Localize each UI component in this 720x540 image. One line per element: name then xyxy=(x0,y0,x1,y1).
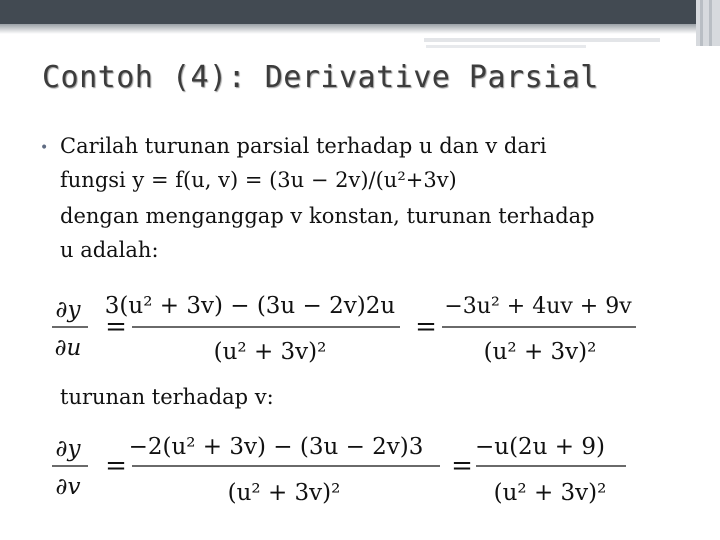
equals-sign: = xyxy=(105,312,127,342)
body-line: Carilah turunan parsial terhadap u dan v dari xyxy=(60,134,547,158)
middle-denominator: (u² + 3v)² xyxy=(227,480,341,506)
middle-numerator: 3(u² + 3v) − (3u − 2v)2u xyxy=(104,293,396,319)
middle-numerator: −2(u² + 3v) − (3u − 2v)3 xyxy=(128,434,424,460)
right-numerator: −u(2u + 9) xyxy=(474,434,606,460)
middle-denominator: (u² + 3v)² xyxy=(213,339,327,365)
equals-sign: = xyxy=(415,312,437,342)
lhs-numerator: ∂y xyxy=(55,436,81,462)
right-denominator: (u² + 3v)² xyxy=(483,339,597,365)
decorative-line xyxy=(424,38,660,42)
lhs-denominator: ∂u xyxy=(54,335,82,361)
right-denominator: (u² + 3v)² xyxy=(493,480,607,506)
body-line: dengan menganggap v konstan, turunan terhadap xyxy=(60,204,595,228)
corner-stripe xyxy=(700,0,703,46)
equation-derivative-u xyxy=(40,285,680,385)
right-numerator: −3u² + 4uv + 9v xyxy=(444,294,632,319)
body-line: u adalah: xyxy=(60,238,159,262)
bullet-icon: • xyxy=(40,140,49,156)
lhs-denominator: ∂v xyxy=(55,474,81,500)
equation-derivative-v xyxy=(40,428,680,528)
equals-sign: = xyxy=(105,451,127,481)
decorative-line xyxy=(426,45,586,48)
slide-title: Contoh (4): Derivative Parsial xyxy=(42,60,599,95)
top-bar-shadow xyxy=(0,24,720,34)
equals-sign: = xyxy=(451,451,473,481)
body-line: fungsi y = f(u, v) = (3u − 2v)/(u²+3v) xyxy=(60,168,457,192)
corner-stripe xyxy=(709,0,712,46)
body-line: turunan terhadap v: xyxy=(60,385,274,409)
top-bar xyxy=(0,0,720,24)
lhs-numerator: ∂y xyxy=(55,297,81,323)
